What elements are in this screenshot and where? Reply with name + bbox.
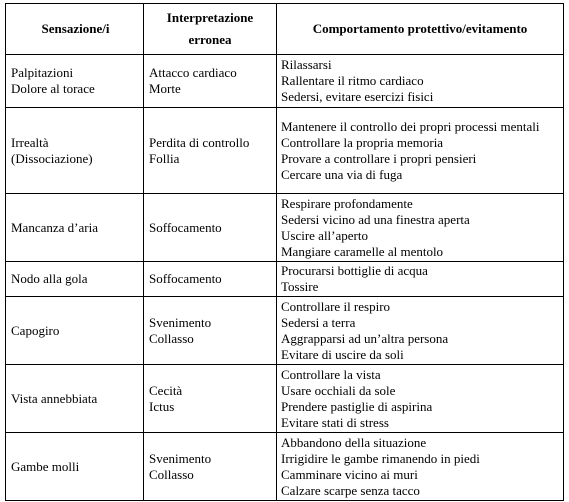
table-row <box>6 297 564 365</box>
table-row <box>6 194 564 262</box>
sensation-cell-line: (Dissociazione) <box>11 150 93 166</box>
behaviour-cell-line: Irrigidire le gambe rimanendo in piedi <box>281 450 480 466</box>
panic-interpretation-table <box>5 3 564 501</box>
sensation-cell <box>6 297 144 365</box>
sensation-cell-line: Palpitazioni <box>11 65 74 80</box>
behaviour-cell <box>277 194 564 262</box>
behaviour-cell-line: Sedersi vicino ad una finestra aperta <box>281 211 470 227</box>
sensation-cell-line: Mancanza d’aria <box>11 219 98 235</box>
behaviour-cell-line: Controllare la vista <box>281 366 381 382</box>
interpretation-cell-line: Follia <box>149 150 180 166</box>
behaviour-cell <box>277 365 564 433</box>
behaviour-cell-line: Respirare profondamente <box>281 195 413 211</box>
behaviour-cell-line: Evitare di uscire da soli <box>281 346 404 362</box>
interpretation-cell <box>144 108 277 194</box>
behaviour-cell-line: Mangiare caramelle al mentolo <box>281 243 444 259</box>
behaviour-cell-line: Controllare il respiro <box>281 298 391 314</box>
sensation-cell-line: Gambe molli <box>11 458 80 474</box>
sensation-cell-line: Capogiro <box>11 322 60 338</box>
header-behaviour: Comportamento protettivo/evitamento <box>277 4 564 55</box>
table-row <box>6 108 564 194</box>
interpretation-cell <box>144 365 277 433</box>
interpretation-cell-line: Cecità <box>149 382 183 398</box>
interpretation-cell <box>144 194 277 262</box>
interpretation-cell <box>144 297 277 365</box>
behaviour-cell-line: Aggrapparsi ad un’altra persona <box>281 330 449 346</box>
interpretation-cell-line: Soffocamento <box>149 271 222 286</box>
behaviour-cell-line: Controllare la propria memoria <box>281 134 444 150</box>
sensation-cell <box>6 433 144 501</box>
behaviour-cell-line: Calzare scarpe senza tacco <box>281 482 420 498</box>
behaviour-cell-line: Provare a controllare i propri pensieri <box>281 150 477 166</box>
behaviour-cell-line: Rilassarsi <box>281 57 332 72</box>
behaviour-cell-line: Cercare una via di fuga <box>281 166 403 182</box>
behaviour-cell-line: Mantenere il controllo dei propri processi mentali <box>281 118 540 134</box>
interpretation-cell-line: Morte <box>149 81 181 96</box>
behaviour-cell <box>277 55 564 108</box>
sensation-cell-line: Irrealtà <box>11 134 49 150</box>
sensation-cell <box>6 365 144 433</box>
behaviour-cell-line: Prendere pastiglie di aspirina <box>281 398 433 414</box>
interpretation-cell-line: Collasso <box>149 466 194 482</box>
behaviour-cell-line: Sedersi a terra <box>281 314 356 330</box>
header-sensation: Sensazione/i <box>6 4 144 55</box>
behaviour-cell <box>277 262 564 297</box>
behaviour-cell-line: Abbandono della situazione <box>281 434 427 450</box>
interpretation-cell-line: Collasso <box>149 330 194 346</box>
behaviour-cell-line: Procurarsi bottiglie di acqua <box>281 263 428 278</box>
header-interpretation-line: Interpretazione <box>166 10 254 25</box>
behaviour-cell-line: Usare occhiali da sole <box>281 382 396 398</box>
behaviour-cell-line: Rallentare il ritmo cardiaco <box>281 73 424 88</box>
sensation-cell-line: Nodo alla gola <box>11 271 88 286</box>
interpretation-cell <box>144 433 277 501</box>
sensation-cell-line: Dolore al torace <box>11 81 95 96</box>
behaviour-cell <box>277 108 564 194</box>
interpretation-cell-line: Ictus <box>149 398 175 414</box>
table-header-row <box>6 4 564 55</box>
behaviour-cell-line: Uscire all’aperto <box>281 227 368 243</box>
sensation-cell <box>6 194 144 262</box>
interpretation-cell-line: Svenimento <box>149 450 212 466</box>
table-row <box>6 365 564 433</box>
interpretation-cell <box>144 55 277 108</box>
interpretation-cell-line: Perdita di controllo <box>149 134 250 150</box>
sensation-cell <box>6 55 144 108</box>
header-interpretation <box>144 4 277 55</box>
behaviour-cell-line: Camminare vicino ai muri <box>281 466 418 482</box>
behaviour-cell <box>277 433 564 501</box>
table-row <box>6 262 564 297</box>
sensation-cell <box>6 262 144 297</box>
sensation-cell-line: Vista annebbiata <box>11 390 98 406</box>
table-row <box>6 55 564 108</box>
interpretation-cell-line: Attacco cardiaco <box>149 65 237 80</box>
table-row <box>6 433 564 501</box>
interpretation-cell-line: Svenimento <box>149 314 212 330</box>
header-interpretation-line: erronea <box>188 32 232 47</box>
interpretation-cell <box>144 262 277 297</box>
interpretation-cell-line: Soffocamento <box>149 219 222 235</box>
behaviour-cell-line: Tossire <box>281 279 319 294</box>
behaviour-cell-line: Evitare stati di stress <box>281 414 389 430</box>
sensation-cell <box>6 108 144 194</box>
behaviour-cell <box>277 297 564 365</box>
behaviour-cell-line: Sedersi, evitare esercizi fisici <box>281 89 434 104</box>
document-page <box>5 3 563 496</box>
